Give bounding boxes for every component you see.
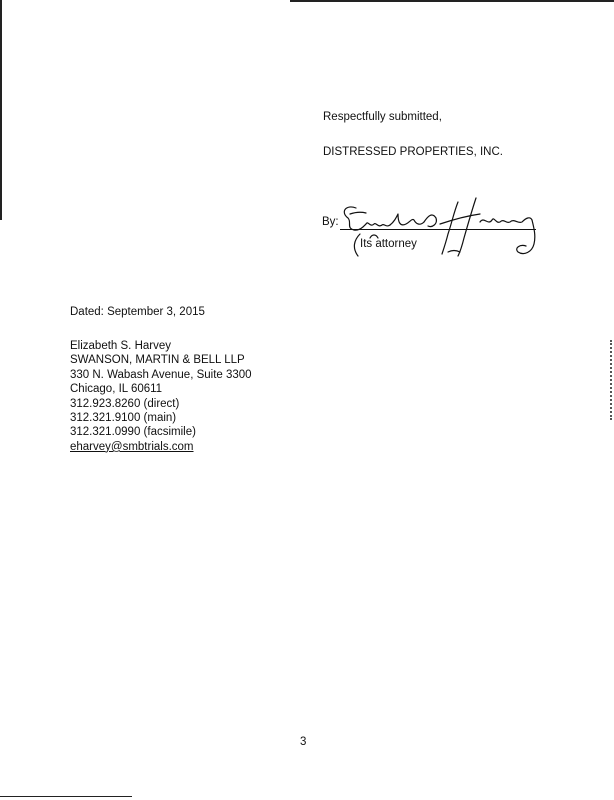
attorney-contact-block	[70, 339, 252, 454]
company-name: DISTRESSED PROPERTIES, INC.	[323, 146, 503, 158]
scan-edge-left	[0, 0, 2, 220]
phone-main: 312.321.9100 (main)	[70, 412, 177, 425]
law-firm-name: SWANSON, MARTIN & BELL LLP	[70, 354, 245, 367]
scan-edge-top	[290, 0, 614, 2]
closing-respectfully: Respectfully submitted,	[323, 111, 442, 123]
fax-number: 312.321.0990 (facsimile)	[70, 426, 196, 439]
handwritten-signature	[336, 194, 546, 260]
attorney-name: Elizabeth S. Harvey	[70, 340, 171, 352]
scan-edge-right	[610, 340, 614, 420]
address-line-2: Chicago, IL 60611	[70, 383, 163, 396]
address-line-1: 330 N. Wabash Avenue, Suite 3300	[70, 368, 252, 381]
signature-block	[322, 194, 542, 260]
scan-edge-bottom	[0, 796, 132, 797]
email-link[interactable]: eharvey@smbtrials.com	[70, 440, 194, 453]
signature-role: Its attorney	[360, 238, 417, 250]
page-number: 3	[300, 736, 307, 748]
phone-direct: 312.923.8260 (direct)	[70, 397, 180, 410]
signature-by-label: By:	[322, 216, 339, 228]
dated-line: Dated: September 3, 2015	[70, 306, 205, 318]
